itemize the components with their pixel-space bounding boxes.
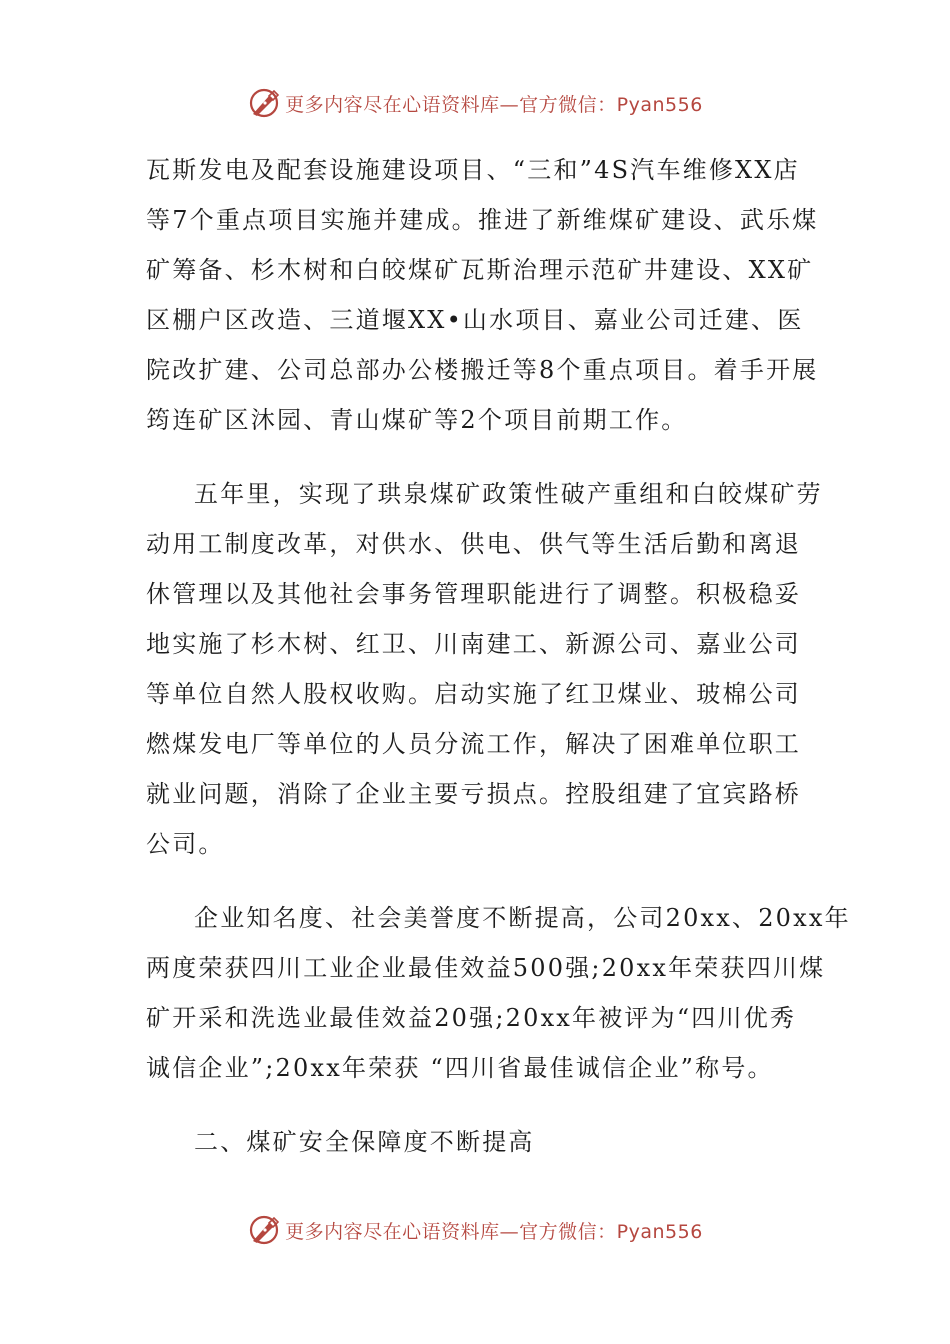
paragraph-2 <box>146 469 823 869</box>
footer-banner <box>0 1210 950 1250</box>
header-banner <box>0 83 950 123</box>
text-line: 地实施了杉木树、红卫、川南建工、新源公司、嘉业公司 <box>146 630 801 658</box>
text-line: 就业问题，消除了企业主要亏损点。控股组建了宜宾路桥 <box>146 780 801 808</box>
header-wechat-id: Pyan556 <box>616 93 703 116</box>
text-line: 矿筹备、杉木树和白皎煤矿瓦斯治理示范矿井建设、XX矿 <box>146 256 814 284</box>
pen-nib-logo-icon <box>247 86 281 120</box>
text-line: 筠连矿区沐园、青山煤矿等2个项目前期工作。 <box>146 406 688 434</box>
document-body <box>146 145 851 1167</box>
text-line: 燃煤发电厂等单位的人员分流工作，解决了困难单位职工 <box>146 730 801 758</box>
text-line: 矿开采和洗选业最佳效益20强;20xx年被评为“四川优秀 <box>146 1004 797 1032</box>
paragraph-1 <box>146 145 819 445</box>
text-line: 等7个重点项目实施并建成。推进了新维煤矿建设、武乐煤 <box>146 206 819 234</box>
header-banner-text: 更多内容尽在心语资料库—官方微信：Pyan556 <box>285 93 703 116</box>
text-line: 企业知名度、社会美誉度不断提高，公司20xx、20xx年 <box>194 904 851 932</box>
section-heading <box>146 1117 806 1167</box>
text-line: 两度荣获四川工业企业最佳效益500强;20xx年荣获四川煤 <box>146 954 826 982</box>
paragraph-3 <box>146 893 851 1093</box>
text-line: 区棚户区改造、三道堰XX•山水项目、嘉业公司迁建、医 <box>146 306 804 334</box>
text-line: 瓦斯发电及配套设施建设项目、“三和”4S汽车维修XX店 <box>146 156 800 184</box>
text-line: 院改扩建、公司总部办公楼搬迁等8个重点项目。着手开展 <box>146 356 819 384</box>
pen-nib-logo-icon <box>247 1213 281 1247</box>
text-line: 动用工制度改革，对供水、供电、供气等生活后勤和离退 <box>146 530 801 558</box>
heading-line: 二、煤矿安全保障度不断提高 <box>194 1128 535 1156</box>
text-line: 等单位自然人股权收购。启动实施了红卫煤业、玻棉公司 <box>146 680 801 708</box>
text-line: 诚信企业”;20xx年荣获 “四川省最佳诚信企业”称号。 <box>146 1054 774 1082</box>
footer-banner-text: 更多内容尽在心语资料库—官方微信：Pyan556 <box>285 1220 703 1243</box>
text-line: 休管理以及其他社会事务管理职能进行了调整。积极稳妥 <box>146 580 801 608</box>
text-line: 公司。 <box>146 830 225 858</box>
text-line: 五年里，实现了珙泉煤矿政策性破产重组和白皎煤矿劳 <box>194 480 823 508</box>
footer-wechat-id: Pyan556 <box>616 1220 703 1243</box>
